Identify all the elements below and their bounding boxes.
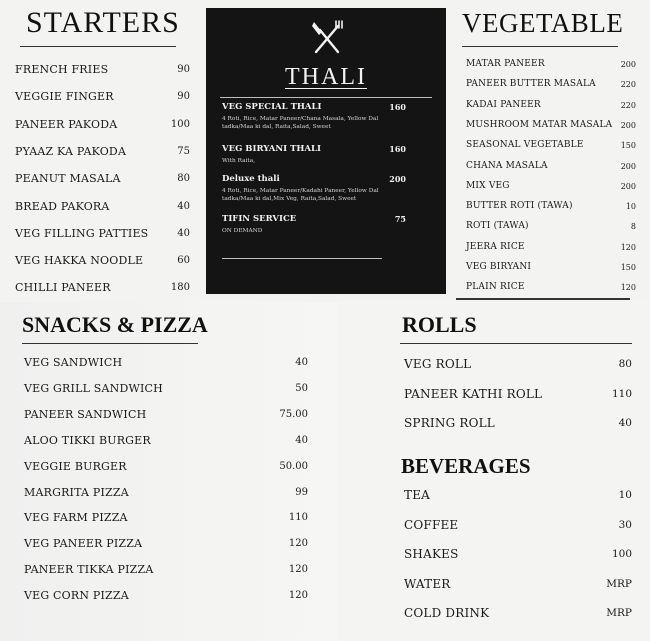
starters-item-name: VEGGIE FINGER [15,90,114,104]
vegetable-item-price: 220 [620,80,636,90]
vegetable-item-name: ROTI (TAWA) [466,221,529,232]
vegetable-item-name: KADAI PANEER [466,99,541,110]
starters-item-name: PANEER PAKODA [15,117,118,131]
thali-item-description: ON DEMAND [222,228,263,234]
starters-item-price: 100 [170,118,190,130]
vegetable-bottom-rule [456,298,630,300]
snacks-item-price: 99 [295,486,308,498]
thali-item-name: Deluxe thali [222,174,280,184]
vegetable-item-name: JEERA RICE [466,241,525,252]
beverages-item-name: WATER [404,576,451,591]
vegetable-item-price: 200 [620,161,636,171]
vegetable-title: VEGETABLE [462,8,624,38]
vegetable-item-name: VEG BIRYANI [466,262,532,272]
beverages-item-price: 100 [611,548,632,560]
beverages-title: BEVERAGES [401,454,531,478]
beverages-item-price: 10 [618,489,632,501]
thali-item-price: 75 [394,214,406,224]
snacks-item-name: ALOO TIKKI BURGER [24,433,151,447]
vegetable-item-price: 220 [620,100,636,110]
rolls-item-name: VEG ROLL [404,357,472,371]
thali-item-description: With Raita, [222,158,256,164]
beverages-item-price: 30 [618,518,632,531]
thali-item-name: VEG BIRYANI THALI [222,144,321,154]
starters-item-name: CHILLI PANEER [15,281,111,295]
rolls-item-name: PANEER KATHI ROLL [404,386,543,401]
vegetable-item-price: 120 [620,283,636,293]
fork-knife-icon [310,18,344,60]
vegetable-item-price: 200 [620,120,636,130]
starters-item-price: 40 [177,200,190,212]
snacks-item-name: PANEER SANDWICH [24,407,147,421]
starters-item-price: 90 [177,91,190,103]
vegetable-item-price: 150 [620,263,636,272]
vegetable-title-rule [462,46,618,47]
snacks-item-name: PANEER TIKKA PIZZA [24,563,154,577]
thali-item-description: 4 Roti, Rice, Matar Paneer/Chana Masala, Yellow Dal tadka/Maa ki dal, Raita,Salad, Sweet [222,116,379,130]
snacks-item-price: 40 [295,357,308,368]
rolls-item-price: 80 [618,358,632,370]
snacks-item-price: 50 [295,382,308,394]
vegetable-item-price: 120 [620,242,636,252]
thali-item-name: TIFIN SERVICE [222,214,297,224]
snacks-item-price: 50.00 [279,460,308,472]
vegetable-item-name: CHANA MASALA [466,160,548,171]
starters-item-name: PYAAZ KA PAKODA [15,144,127,158]
snacks-item-price: 120 [288,590,308,602]
rolls-title: ROLLS [402,312,477,337]
thali-box [206,8,446,294]
rolls-item-price: 40 [618,417,632,429]
vegetable-item-name: SEASONAL VEGETABLE [466,140,584,151]
beverages-item-name: COLD DRINK [404,606,490,620]
snacks-item-name: VEG PANEER PIZZA [24,537,143,551]
starters-item-name: FRENCH FRIES [15,63,109,76]
starters-item-price: 75 [177,145,190,157]
starters-item-price: 90 [177,64,190,75]
snacks-title-rule [22,343,198,344]
starters-item-price: 60 [177,255,190,267]
snacks-item-price: 120 [288,538,308,550]
snacks-item-price: 120 [288,564,308,576]
thali-rule-bottom [222,258,382,259]
starters-item-price: 40 [177,227,190,239]
starters-item-name: BREAD PAKORA [15,199,110,213]
vegetable-item-name: BUTTER ROTI (TAWA) [466,201,573,212]
snacks-item-name: VEG CORN PIZZA [24,589,129,603]
beverages-item-price: MRP [606,577,632,590]
snacks-item-name: VEG FARM PIZZA [24,511,128,525]
thali-item-price: 200 [389,174,406,184]
starters-item-name: PEANUT MASALA [15,172,121,186]
thali-rule-top [220,97,432,98]
beverages-item-price: MRP [606,607,632,619]
vegetable-item-name: PLAIN RICE [466,282,525,293]
snacks-item-price: 40 [295,434,308,446]
vegetable-item-price: 8 [630,222,636,232]
vegetable-item-price: 10 [625,202,636,212]
thali-item-price: 160 [389,102,406,112]
starters-item-price: 80 [177,173,190,185]
snacks-item-name: VEG SANDWICH [24,356,123,369]
snacks-item-name: VEGGIE BURGER [24,459,127,473]
snacks-title: SNACKS & PIZZA [22,312,208,337]
vegetable-item-price: 200 [620,60,636,69]
snacks-item-name: VEG GRILL SANDWICH [24,381,163,395]
beverages-item-name: SHAKES [404,547,459,561]
snacks-item-name: MARGRITA PIZZA [24,485,129,499]
vegetable-item-name: MUSHROOM MATAR MASALA [466,119,613,130]
snacks-item-price: 75.00 [279,408,308,420]
starters-title: STARTERS [26,6,180,39]
beverages-item-name: COFFEE [404,517,459,532]
starters-item-name: VEG HAKKA NOODLE [15,254,144,268]
starters-title-rule [20,46,176,47]
thali-item-price: 160 [389,144,406,154]
thali-title: THALI [285,64,367,90]
vegetable-item-name: MATAR PANEER [466,59,545,69]
starters-item-price: 180 [170,282,190,294]
thali-item-description: 4 Roti, Rice, Matar Paneer/Kadahi Paneer, Yellow Dal tadka/Maa ki dal,Mix Veg, Raita,Salad, Sweet [222,188,379,202]
rolls-item-name: SPRING ROLL [404,416,495,430]
vegetable-item-price: 150 [620,141,636,151]
starters-item-name: VEG FILLING PATTIES [15,226,149,240]
rolls-item-price: 110 [611,387,632,400]
snacks-item-price: 110 [288,512,308,524]
rolls-title-rule [400,343,632,344]
thali-item-name: VEG SPECIAL THALI [222,102,322,112]
beverages-item-name: TEA [404,488,431,502]
vegetable-item-name: MIX VEG [466,180,510,191]
vegetable-item-name: PANEER BUTTER MASALA [466,79,596,90]
vegetable-item-price: 200 [620,181,636,191]
